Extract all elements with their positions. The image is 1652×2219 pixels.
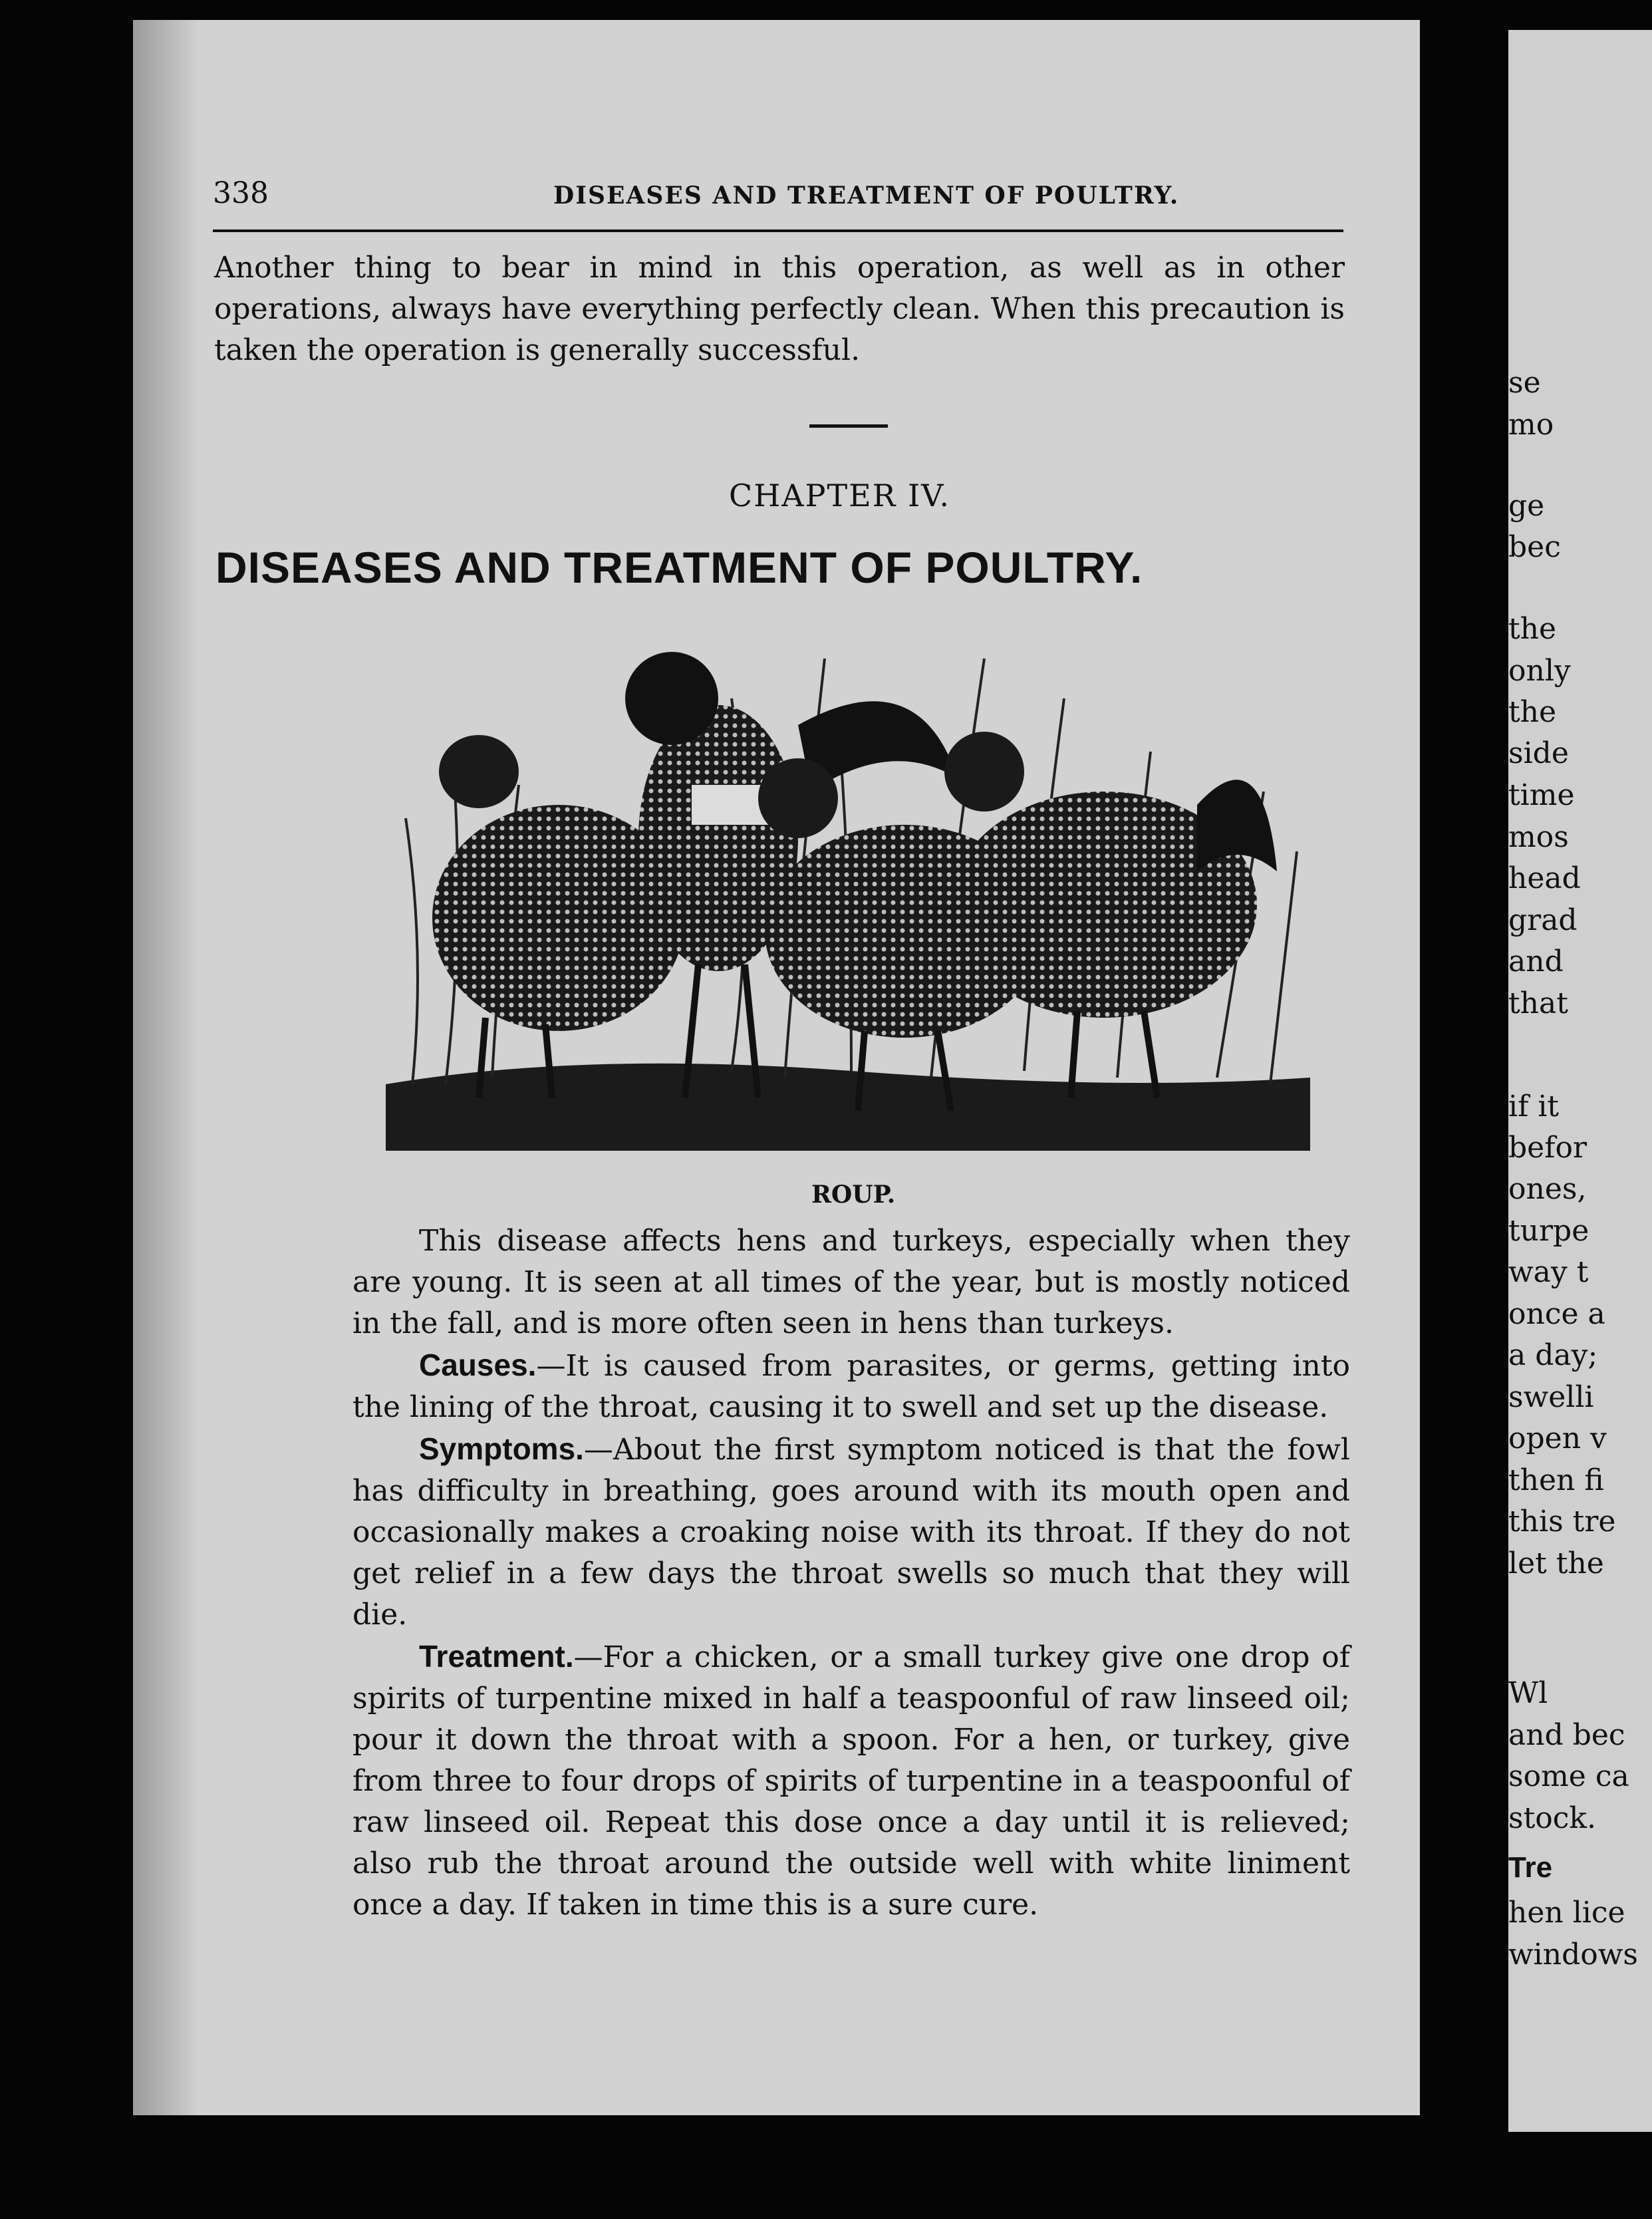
intro-paragraph: Another thing to bear in mind in this operation, as well as in other operations, always have everything perfectly clean. When this precaution is taken the operation is generally successful.: [214, 251, 1345, 367]
paragraph: [352, 1636, 1350, 1926]
facing-page-fragment: if it: [1508, 1090, 1560, 1123]
paragraph: [352, 1428, 1350, 1636]
facing-page-fragment: stock.: [1508, 1801, 1597, 1835]
paragraph: [352, 1219, 1350, 1344]
paragraph: [352, 1344, 1350, 1428]
facing-page-fragment: side: [1508, 736, 1569, 770]
facing-page: [1508, 30, 1652, 2132]
paragraph-lead: Symptoms.: [419, 1431, 584, 1466]
facing-page-fragment: let the: [1508, 1547, 1604, 1580]
paragraph-text: —For a chicken, or a small turkey give one drop of spirits of turpentine mixed in half a teaspoonful of raw linseed oil; pour it down the throat with a spoon. For a hen, or turkey, give from three to four drops of spirits of turpentine in a teaspoonful of raw linseed oil. Repeat this dose once a day until it is relieved; also rub the throat around the outside well with white liniment once a day. If taken in time this is a sure cure.: [352, 1640, 1350, 1922]
chapter-title: DISEASES AND TREATMENT OF POULTRY.: [215, 543, 1143, 592]
facing-page-fragment: grad: [1508, 903, 1578, 937]
facing-page-fragment: se: [1508, 366, 1541, 400]
facing-page-fragment: mos: [1508, 820, 1569, 854]
section-divider: [809, 424, 888, 428]
facing-page-fragment: swelli: [1508, 1380, 1594, 1414]
paragraph-text: This disease affects hens and turkeys, especially when they are young. It is seen at all times of the year, but is mostly noticed in the fall, and is more often seen in hens than turkeys.: [352, 1224, 1350, 1340]
facing-page-fragment: some ca: [1508, 1759, 1629, 1793]
facing-page-fragment: once a: [1508, 1297, 1605, 1331]
paragraph-lead: Causes.: [419, 1348, 537, 1382]
paragraph-text: —It is caused from parasites, or germs, getting into the lining of the throat, causing it to swell and set up the disease.: [352, 1349, 1350, 1424]
facing-page-fragment: hen lice: [1508, 1896, 1625, 1930]
facing-page-fragment: and: [1508, 945, 1564, 978]
running-header: [213, 176, 1343, 232]
facing-page-fragment: then fi: [1508, 1463, 1604, 1497]
page-number: 338: [213, 176, 269, 210]
poultry-engraving: [386, 619, 1310, 1151]
page-edge-shadow: [133, 20, 200, 2115]
section-body: [352, 1219, 1350, 1926]
facing-page-fragment: the: [1508, 612, 1557, 646]
section-title: ROUP.: [811, 1181, 896, 1209]
running-head: DISEASES AND TREATMENT OF POULTRY.: [553, 182, 1180, 210]
facing-page-fragment: Tre: [1508, 1851, 1553, 1884]
facing-page-fragment: Wl: [1508, 1676, 1548, 1710]
facing-page-fragment: way t: [1508, 1255, 1589, 1289]
facing-page-fragment: time: [1508, 778, 1575, 812]
facing-page-fragment: head: [1508, 861, 1581, 895]
paragraph-lead: Treatment.: [419, 1639, 574, 1674]
facing-page-fragment: ones,: [1508, 1172, 1587, 1206]
facing-page-fragment: open v: [1508, 1421, 1607, 1455]
paragraph-text: —About the first symptom noticed is that the fowl has difficulty in breathing, goes around with its mouth open and occasionally makes a croaking noise with its throat. If they do not get relief in a few days the throat swells so much that they will die.: [352, 1433, 1350, 1632]
facing-page-fragment: windows: [1508, 1938, 1638, 1972]
facing-page-fragment: that: [1508, 986, 1568, 1020]
facing-page-fragment: befor: [1508, 1131, 1587, 1165]
facing-page-fragment: mo: [1508, 408, 1554, 442]
facing-page-fragment: a day;: [1508, 1338, 1598, 1372]
facing-page-fragment: the: [1508, 695, 1557, 729]
facing-page-fragment: bec: [1508, 530, 1561, 564]
facing-page-fragment: and bec: [1508, 1718, 1625, 1752]
facing-page-fragment: turpe: [1508, 1214, 1589, 1248]
facing-page-fragment: only: [1508, 654, 1571, 688]
facing-page-fragment: this tre: [1508, 1505, 1616, 1539]
chapter-label: CHAPTER IV.: [729, 478, 950, 514]
facing-page-fragment: ge: [1508, 489, 1545, 523]
